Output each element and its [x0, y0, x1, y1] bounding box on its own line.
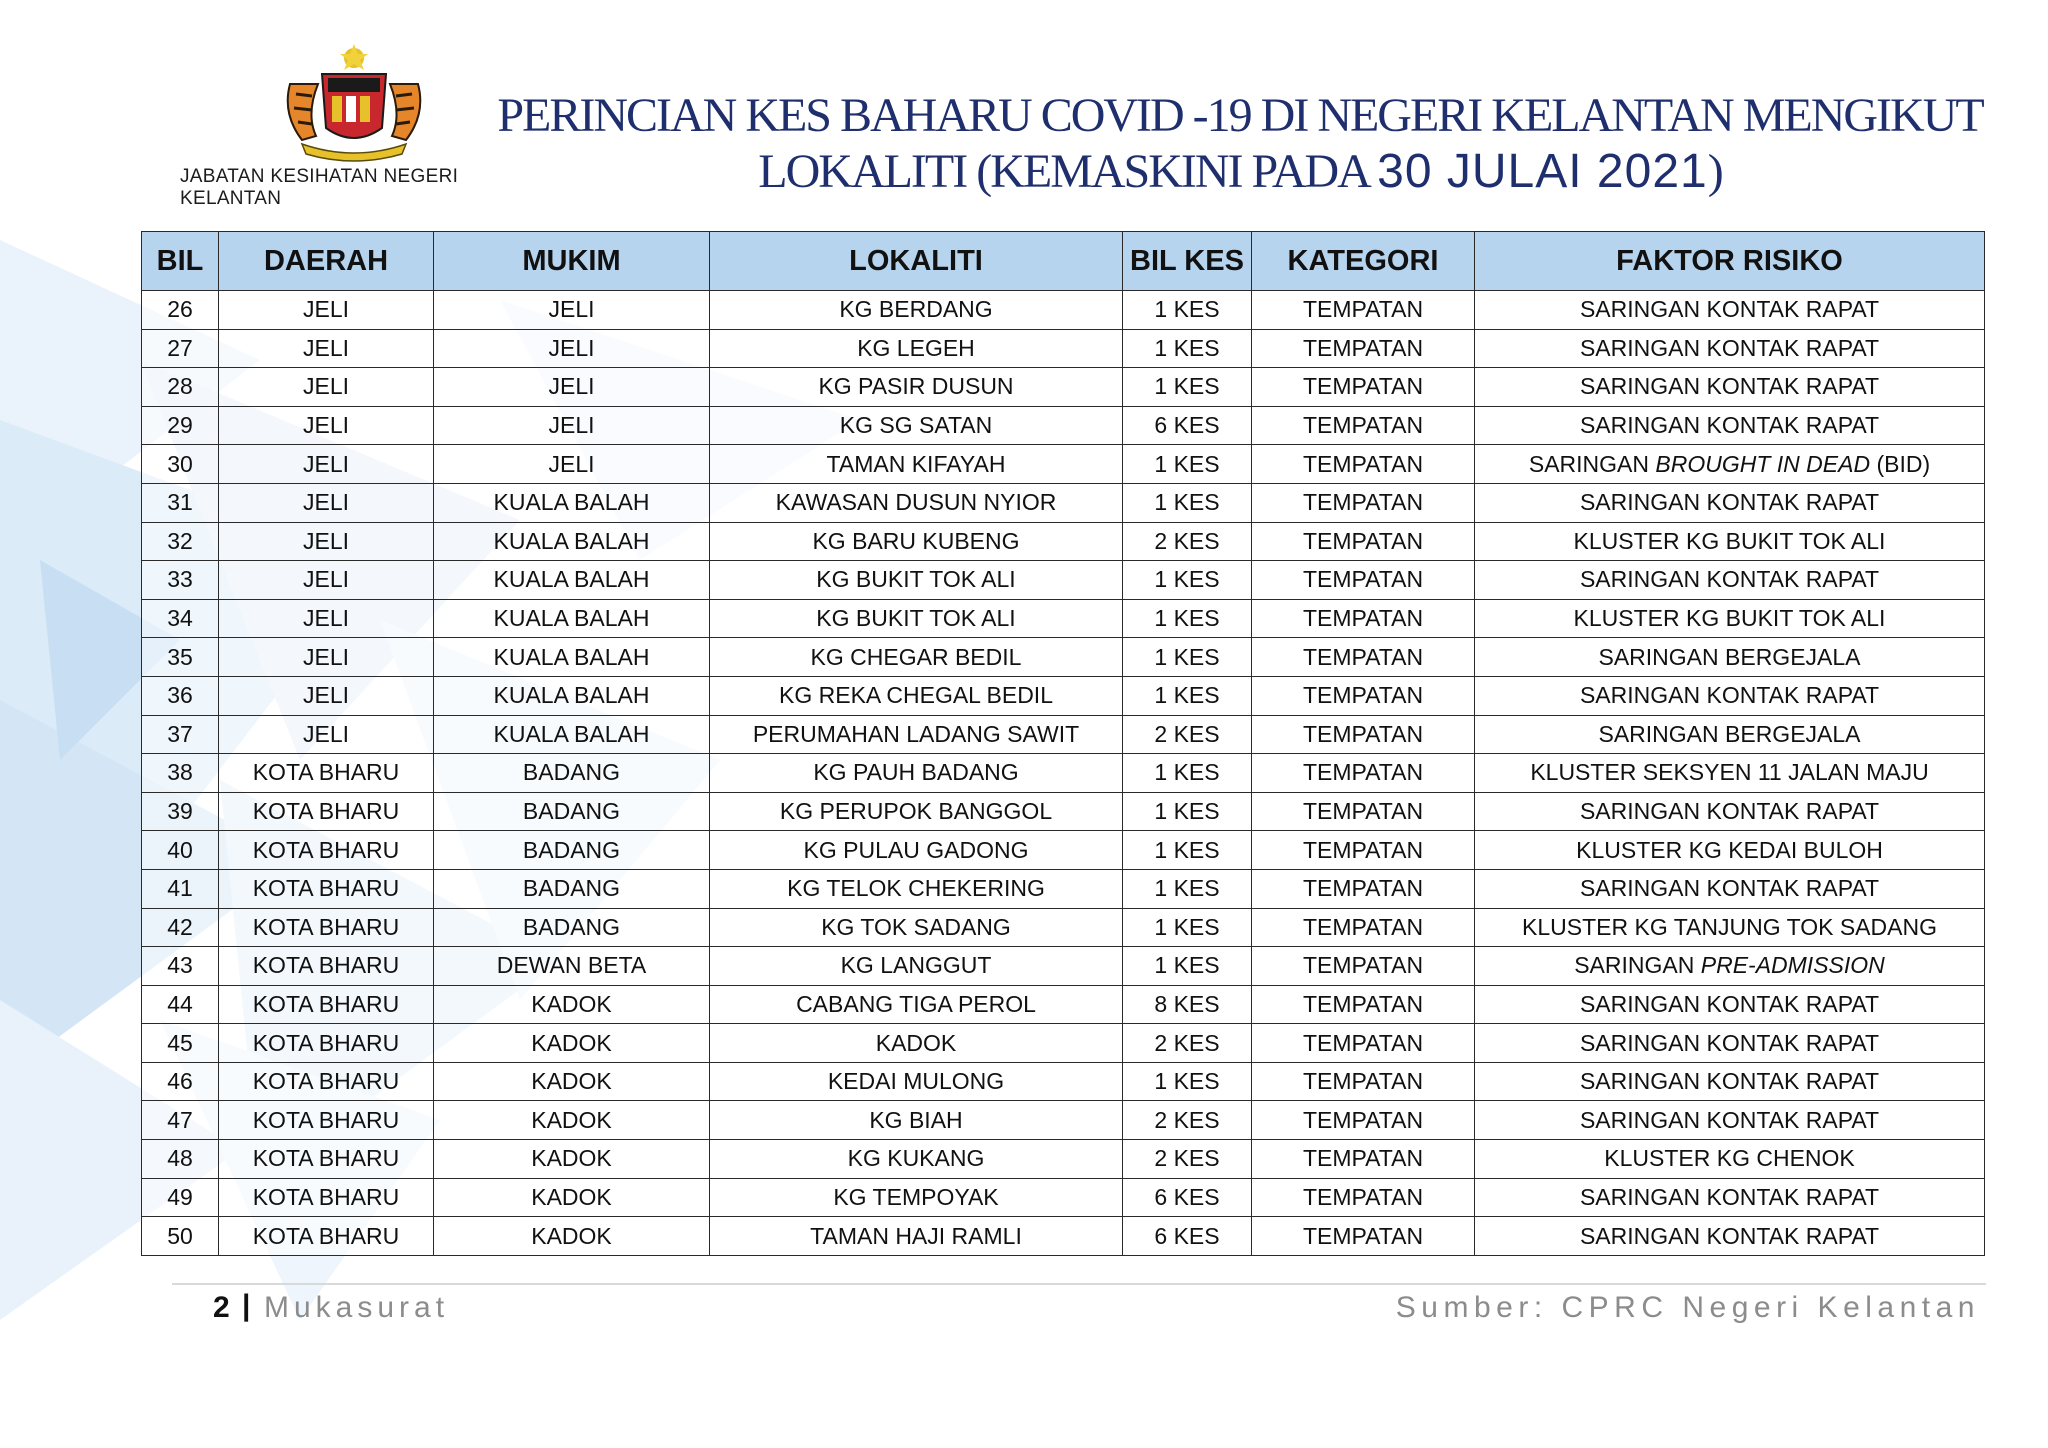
cell-kategori: TEMPATAN — [1252, 908, 1475, 947]
cell-bil: 44 — [142, 985, 219, 1024]
page-title — [470, 88, 2010, 200]
table-row — [142, 869, 1985, 908]
cell-daerah: KOTA BHARU — [219, 1062, 434, 1101]
cell-lokaliti: KG CHEGAR BEDIL — [710, 638, 1123, 677]
cell-lokaliti: KAWASAN DUSUN NYIOR — [710, 483, 1123, 522]
cell-lokaliti: KG KUKANG — [710, 1140, 1123, 1179]
cell-kategori: TEMPATAN — [1252, 368, 1475, 407]
page-number: 2 — [213, 1291, 230, 1324]
cell-faktor-risiko: SARINGAN KONTAK RAPAT — [1475, 792, 1985, 831]
cell-lokaliti: KG TEMPOYAK — [710, 1178, 1123, 1217]
cell-kategori: TEMPATAN — [1252, 985, 1475, 1024]
cell-mukim: BADANG — [434, 869, 710, 908]
cell-daerah: KOTA BHARU — [219, 1101, 434, 1140]
cell-kategori: TEMPATAN — [1252, 638, 1475, 677]
cell-bil-kes: 6 KES — [1123, 1217, 1252, 1256]
cell-faktor-risiko: KLUSTER KG BUKIT TOK ALI — [1475, 522, 1985, 561]
cell-faktor-risiko: KLUSTER SEKSYEN 11 JALAN MAJU — [1475, 754, 1985, 793]
cell-bil: 36 — [142, 676, 219, 715]
cell-bil: 35 — [142, 638, 219, 677]
table-row — [142, 676, 1985, 715]
cell-kategori: TEMPATAN — [1252, 445, 1475, 484]
column-header-lokaliti: LOKALITI — [710, 232, 1123, 291]
column-header-bil-kes: BIL KES — [1123, 232, 1252, 291]
cell-mukim: KUALA BALAH — [434, 638, 710, 677]
table-row — [142, 406, 1985, 445]
cell-daerah: JELI — [219, 483, 434, 522]
cell-kategori: TEMPATAN — [1252, 715, 1475, 754]
cell-mukim: KADOK — [434, 1101, 710, 1140]
cell-kategori: TEMPATAN — [1252, 754, 1475, 793]
cell-kategori: TEMPATAN — [1252, 792, 1475, 831]
table-body — [142, 291, 1985, 1256]
table-row — [142, 522, 1985, 561]
cell-kategori: TEMPATAN — [1252, 599, 1475, 638]
cell-bil: 38 — [142, 754, 219, 793]
table-row — [142, 754, 1985, 793]
cell-kategori: TEMPATAN — [1252, 1217, 1475, 1256]
cell-faktor-risiko: SARINGAN KONTAK RAPAT — [1475, 483, 1985, 522]
cell-daerah: JELI — [219, 599, 434, 638]
department-name: JABATAN KESIHATAN NEGERI KELANTAN — [180, 166, 459, 209]
cell-kategori: TEMPATAN — [1252, 291, 1475, 330]
cell-bil-kes: 1 KES — [1123, 869, 1252, 908]
cell-kategori: TEMPATAN — [1252, 1024, 1475, 1063]
table-row — [142, 445, 1985, 484]
cell-daerah: KOTA BHARU — [219, 947, 434, 986]
cases-table — [141, 231, 1985, 1256]
cell-bil: 45 — [142, 1024, 219, 1063]
column-header-kategori: KATEGORI — [1252, 232, 1475, 291]
table-row — [142, 638, 1985, 677]
cell-lokaliti: KG TOK SADANG — [710, 908, 1123, 947]
cell-bil: 42 — [142, 908, 219, 947]
cell-bil-kes: 1 KES — [1123, 599, 1252, 638]
cell-lokaliti: KG BIAH — [710, 1101, 1123, 1140]
cell-faktor-risiko: SARINGAN BERGEJALA — [1475, 638, 1985, 677]
table-row — [142, 483, 1985, 522]
cell-daerah: KOTA BHARU — [219, 754, 434, 793]
table-row — [142, 1217, 1985, 1256]
cell-lokaliti: KG BUKIT TOK ALI — [710, 561, 1123, 600]
cell-bil: 26 — [142, 291, 219, 330]
column-header-mukim: MUKIM — [434, 232, 710, 291]
cell-mukim: KUALA BALAH — [434, 483, 710, 522]
cell-mukim: KUALA BALAH — [434, 715, 710, 754]
cell-bil: 41 — [142, 869, 219, 908]
cell-kategori: TEMPATAN — [1252, 329, 1475, 368]
cell-bil-kes: 2 KES — [1123, 1024, 1252, 1063]
cell-mukim: KUALA BALAH — [434, 522, 710, 561]
cell-lokaliti: KG BARU KUBENG — [710, 522, 1123, 561]
cell-daerah: KOTA BHARU — [219, 908, 434, 947]
cell-lokaliti: KG PERUPOK BANGGOL — [710, 792, 1123, 831]
coat-of-arms-icon — [272, 44, 436, 162]
cell-bil: 49 — [142, 1178, 219, 1217]
table-row — [142, 1140, 1985, 1179]
cell-faktor-risiko: SARINGAN KONTAK RAPAT — [1475, 291, 1985, 330]
cell-mukim: KADOK — [434, 1024, 710, 1063]
cell-faktor-risiko: SARINGAN KONTAK RAPAT — [1475, 1024, 1985, 1063]
table-row — [142, 831, 1985, 870]
cell-daerah: KOTA BHARU — [219, 869, 434, 908]
cell-faktor-risiko: SARINGAN KONTAK RAPAT — [1475, 676, 1985, 715]
cell-daerah: KOTA BHARU — [219, 1024, 434, 1063]
cell-faktor-risiko: SARINGAN KONTAK RAPAT — [1475, 869, 1985, 908]
cell-faktor-risiko: SARINGAN KONTAK RAPAT — [1475, 1178, 1985, 1217]
cell-mukim: BADANG — [434, 792, 710, 831]
cell-daerah: KOTA BHARU — [219, 1178, 434, 1217]
cell-lokaliti: CABANG TIGA PEROL — [710, 985, 1123, 1024]
cell-faktor-risiko: SARINGAN KONTAK RAPAT — [1475, 561, 1985, 600]
cell-mukim: BADANG — [434, 908, 710, 947]
cell-lokaliti: KG BERDANG — [710, 291, 1123, 330]
table-header-row — [142, 232, 1985, 291]
table-row — [142, 947, 1985, 986]
cell-kategori: TEMPATAN — [1252, 483, 1475, 522]
cell-bil: 29 — [142, 406, 219, 445]
cell-mukim: JELI — [434, 368, 710, 407]
cell-kategori: TEMPATAN — [1252, 561, 1475, 600]
cell-daerah: JELI — [219, 329, 434, 368]
cell-bil-kes: 6 KES — [1123, 406, 1252, 445]
cell-faktor-risiko: SARINGAN BROUGHT IN DEAD (BID) — [1475, 445, 1985, 484]
cell-bil: 33 — [142, 561, 219, 600]
footer-divider — [172, 1283, 1986, 1285]
table-row — [142, 1101, 1985, 1140]
cell-bil-kes: 1 KES — [1123, 445, 1252, 484]
table-row — [142, 985, 1985, 1024]
table-row — [142, 291, 1985, 330]
cell-daerah: JELI — [219, 676, 434, 715]
cell-daerah: JELI — [219, 522, 434, 561]
cell-bil-kes: 1 KES — [1123, 329, 1252, 368]
cell-daerah: JELI — [219, 445, 434, 484]
cell-bil: 28 — [142, 368, 219, 407]
page-separator: | — [242, 1289, 251, 1322]
cell-lokaliti: KG TELOK CHEKERING — [710, 869, 1123, 908]
cell-kategori: TEMPATAN — [1252, 947, 1475, 986]
title-line-2-prefix: LOKALITI (KEMASKINI PADA — [758, 145, 1368, 198]
cell-bil-kes: 1 KES — [1123, 638, 1252, 677]
title-line-2 — [470, 144, 2010, 200]
cell-bil: 46 — [142, 1062, 219, 1101]
cell-bil-kes: 1 KES — [1123, 908, 1252, 947]
cell-bil-kes: 1 KES — [1123, 754, 1252, 793]
cell-mukim: BADANG — [434, 754, 710, 793]
table-row — [142, 368, 1985, 407]
cell-daerah: JELI — [219, 406, 434, 445]
cell-kategori: TEMPATAN — [1252, 1140, 1475, 1179]
cell-bil-kes: 1 KES — [1123, 483, 1252, 522]
title-date: 30 JULAI 2021 — [1377, 145, 1708, 198]
cell-lokaliti: KG PAUH BADANG — [710, 754, 1123, 793]
table-row — [142, 908, 1985, 947]
cell-kategori: TEMPATAN — [1252, 1062, 1475, 1101]
cell-kategori: TEMPATAN — [1252, 1178, 1475, 1217]
cell-kategori: TEMPATAN — [1252, 869, 1475, 908]
table-row — [142, 715, 1985, 754]
cell-daerah: KOTA BHARU — [219, 831, 434, 870]
cell-mukim: KADOK — [434, 1140, 710, 1179]
cell-mukim: KUALA BALAH — [434, 561, 710, 600]
cell-bil-kes: 1 KES — [1123, 792, 1252, 831]
cell-bil-kes: 2 KES — [1123, 1101, 1252, 1140]
cell-daerah: JELI — [219, 715, 434, 754]
cell-lokaliti: TAMAN HAJI RAMLI — [710, 1217, 1123, 1256]
cell-faktor-risiko: SARINGAN BERGEJALA — [1475, 715, 1985, 754]
cell-bil-kes: 6 KES — [1123, 1178, 1252, 1217]
column-header-bil: BIL — [142, 232, 219, 291]
table-row — [142, 329, 1985, 368]
cell-lokaliti: KADOK — [710, 1024, 1123, 1063]
table-row — [142, 792, 1985, 831]
cell-bil-kes: 1 KES — [1123, 831, 1252, 870]
table-row — [142, 1024, 1985, 1063]
cell-daerah: KOTA BHARU — [219, 1217, 434, 1256]
cell-mukim: KADOK — [434, 1062, 710, 1101]
cell-daerah: KOTA BHARU — [219, 1140, 434, 1179]
cell-bil-kes: 2 KES — [1123, 1140, 1252, 1179]
cell-lokaliti: KG PASIR DUSUN — [710, 368, 1123, 407]
cell-daerah: KOTA BHARU — [219, 985, 434, 1024]
cell-daerah: JELI — [219, 638, 434, 677]
cell-faktor-risiko: SARINGAN KONTAK RAPAT — [1475, 1101, 1985, 1140]
cell-mukim: KUALA BALAH — [434, 599, 710, 638]
cell-bil: 40 — [142, 831, 219, 870]
cell-mukim: JELI — [434, 445, 710, 484]
cell-lokaliti: KG BUKIT TOK ALI — [710, 599, 1123, 638]
cell-lokaliti: KG LEGEH — [710, 329, 1123, 368]
cell-kategori: TEMPATAN — [1252, 522, 1475, 561]
table-row — [142, 561, 1985, 600]
cell-daerah: KOTA BHARU — [219, 792, 434, 831]
cell-faktor-risiko: KLUSTER KG CHENOK — [1475, 1140, 1985, 1179]
cell-faktor-risiko: SARINGAN PRE-ADMISSION — [1475, 947, 1985, 986]
cell-bil: 32 — [142, 522, 219, 561]
cell-daerah: JELI — [219, 291, 434, 330]
cell-bil-kes: 1 KES — [1123, 1062, 1252, 1101]
cell-bil: 50 — [142, 1217, 219, 1256]
cell-mukim: KUALA BALAH — [434, 676, 710, 715]
cell-bil-kes: 8 KES — [1123, 985, 1252, 1024]
cell-bil: 27 — [142, 329, 219, 368]
cell-faktor-risiko: KLUSTER KG BUKIT TOK ALI — [1475, 599, 1985, 638]
cell-mukim: KADOK — [434, 1217, 710, 1256]
cell-lokaliti: KG SG SATAN — [710, 406, 1123, 445]
cell-bil-kes: 1 KES — [1123, 368, 1252, 407]
cell-faktor-risiko: SARINGAN KONTAK RAPAT — [1475, 1217, 1985, 1256]
cell-faktor-risiko: SARINGAN KONTAK RAPAT — [1475, 985, 1985, 1024]
cell-bil: 34 — [142, 599, 219, 638]
cell-bil-kes: 1 KES — [1123, 291, 1252, 330]
cell-bil: 39 — [142, 792, 219, 831]
cell-daerah: JELI — [219, 561, 434, 600]
cell-mukim: JELI — [434, 291, 710, 330]
cell-bil: 31 — [142, 483, 219, 522]
cell-mukim: KADOK — [434, 1178, 710, 1217]
cell-lokaliti: KG REKA CHEGAL BEDIL — [710, 676, 1123, 715]
cell-lokaliti: PERUMAHAN LADANG SAWIT — [710, 715, 1123, 754]
table-row — [142, 1062, 1985, 1101]
cell-faktor-risiko: KLUSTER KG TANJUNG TOK SADANG — [1475, 908, 1985, 947]
cell-faktor-risiko: SARINGAN KONTAK RAPAT — [1475, 406, 1985, 445]
cell-lokaliti: KEDAI MULONG — [710, 1062, 1123, 1101]
cell-mukim: JELI — [434, 406, 710, 445]
table-row — [142, 599, 1985, 638]
cell-faktor-risiko: SARINGAN KONTAK RAPAT — [1475, 329, 1985, 368]
cell-kategori: TEMPATAN — [1252, 831, 1475, 870]
column-header-daerah: DAERAH — [219, 232, 434, 291]
cell-kategori: TEMPATAN — [1252, 406, 1475, 445]
cell-kategori: TEMPATAN — [1252, 676, 1475, 715]
cell-mukim: DEWAN BETA — [434, 947, 710, 986]
table-row — [142, 1178, 1985, 1217]
cell-faktor-risiko: SARINGAN KONTAK RAPAT — [1475, 1062, 1985, 1101]
column-header-faktor-risiko: FAKTOR RISIKO — [1475, 232, 1985, 291]
cell-mukim: KADOK — [434, 985, 710, 1024]
cell-lokaliti: KG PULAU GADONG — [710, 831, 1123, 870]
cell-bil-kes: 2 KES — [1123, 522, 1252, 561]
cell-bil: 48 — [142, 1140, 219, 1179]
cell-bil-kes: 2 KES — [1123, 715, 1252, 754]
title-line-2-suffix: ) — [1707, 145, 1722, 198]
title-line-1: PERINCIAN KES BAHARU COVID -19 DI NEGERI KELANTAN MENGIKUT — [497, 89, 1983, 142]
cell-bil-kes: 1 KES — [1123, 561, 1252, 600]
cell-faktor-risiko: KLUSTER KG KEDAI BULOH — [1475, 831, 1985, 870]
cell-bil: 30 — [142, 445, 219, 484]
cell-lokaliti: TAMAN KIFAYAH — [710, 445, 1123, 484]
cell-bil: 47 — [142, 1101, 219, 1140]
source-note: Sumber: CPRC Negeri Kelantan — [1395, 1291, 1980, 1324]
page-label: Mukasurat — [264, 1291, 450, 1324]
cell-bil-kes: 1 KES — [1123, 676, 1252, 715]
cell-lokaliti: KG LANGGUT — [710, 947, 1123, 986]
cell-faktor-risiko: SARINGAN KONTAK RAPAT — [1475, 368, 1985, 407]
cell-mukim: BADANG — [434, 831, 710, 870]
cell-daerah: JELI — [219, 368, 434, 407]
cell-bil: 43 — [142, 947, 219, 986]
cell-kategori: TEMPATAN — [1252, 1101, 1475, 1140]
cell-bil: 37 — [142, 715, 219, 754]
cell-mukim: JELI — [434, 329, 710, 368]
cell-bil-kes: 1 KES — [1123, 947, 1252, 986]
